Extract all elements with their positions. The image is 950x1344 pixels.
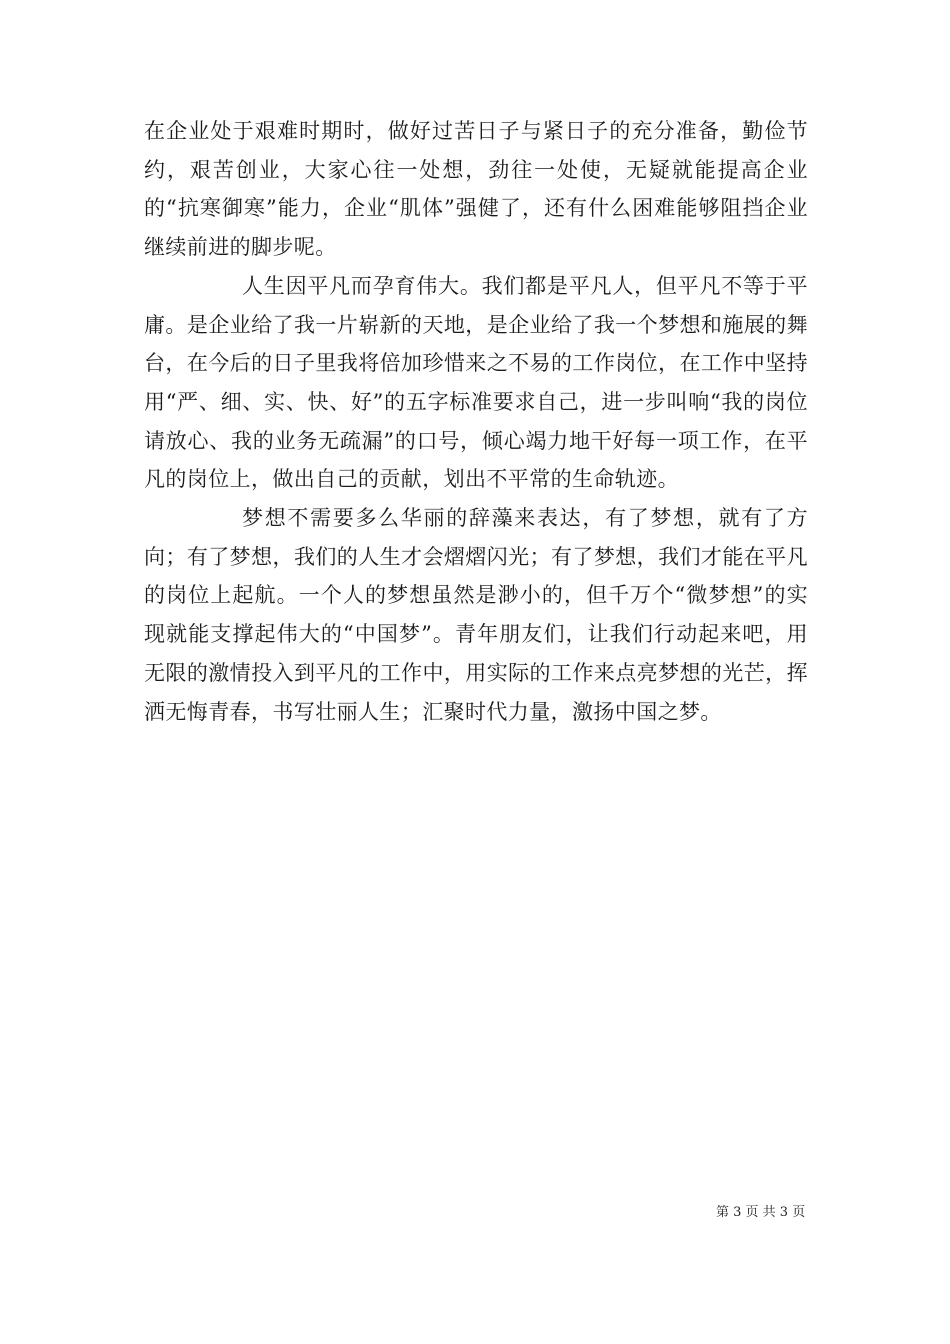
paragraph-2: 人生因平凡而孕育伟大。我们都是平凡人，但平凡不等于平庸。是企业给了我一片崭新的天地，是企业给了我一个梦想和施展的舞台，在今后的日子里我将倍加珍惜来之不易的工作岗位，在工作中坚持用“严、细、实、快、好”的五字标准要求自己，进一步叫响“我的岗位请放心、我的业务无疏漏”的口号，倾心竭力地干好每一项工作，在平凡的岗位上，做出自己的贡献，划出不平常的生命轨迹。 [144,273,808,492]
paragraph-3: 梦想不需要多么华丽的辞藻来表达，有了梦想，就有了方向；有了梦想，我们的人生才会熠熠闪光；有了梦想，我们才能在平凡的岗位上起航。一个人的梦想虽然是渺小的，但千万个“微梦想”的实现就能支撑起伟大的“中国梦”。青年朋友们，让我们行动起来吧，用无限的激情投入到平凡的工作中，用实际的工作来点亮梦想的光芒，挥洒无悔青春，书写壮丽人生；汇聚时代力量，激扬中国之梦。 [144,506,808,724]
document-body [144,112,808,731]
page-number-footer: 第 3 页 共 3 页 [716,1205,806,1220]
paragraph-1: 在企业处于艰难时期时，做好过苦日子与紧日子的充分准备，勤俭节约，艰苦创业，大家心往一处想，劲往一处使，无疑就能提高企业的“抗寒御寒”能力，企业“肌体”强健了，还有什么困难能够阻挡企业继续前进的脚步呢。 [144,119,808,260]
